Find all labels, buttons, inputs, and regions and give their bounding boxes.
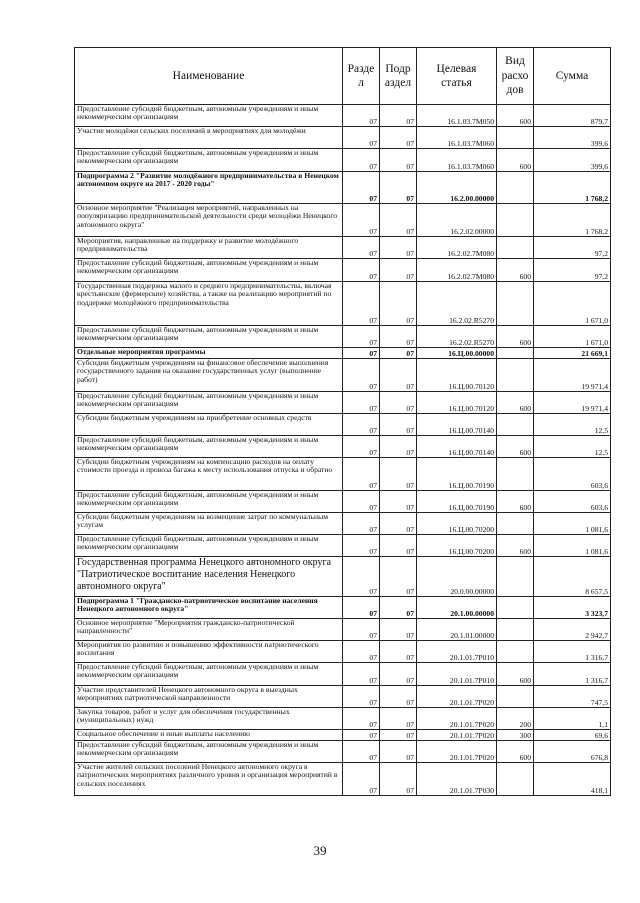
cell-name: Социальное обеспечение и иные выплаты населению — [75, 730, 343, 741]
table-row — [75, 730, 611, 741]
cell-target: 16.Ц.00.00000 — [417, 348, 497, 359]
cell-vid — [497, 686, 534, 708]
cell-vid: 600 — [497, 392, 534, 414]
table-row — [75, 597, 611, 619]
cell-vid: 600 — [497, 436, 534, 458]
cell-sum: 69,6 — [534, 730, 611, 741]
cell-name: Предоставление субсидий бюджетным, автономным учреждениям и иным некоммерческим организациям — [75, 535, 343, 557]
cell-sum: 399,6 — [534, 149, 611, 172]
cell-razdel: 07 — [343, 708, 380, 730]
cell-name: Предоставление субсидий бюджетным, автономным учреждениям и иным некоммерческим организациям — [75, 259, 343, 282]
cell-target: 16.Ц.00.70200 — [417, 513, 497, 535]
cell-name: Субсидии бюджетным учреждениям на компенсацию расходов на оплату стоимости проезда и провоза багажа к месту использования отпуска и обратно — [75, 458, 343, 491]
cell-target: 16.2.02.7М080 — [417, 237, 497, 259]
header-podrazdel: Подр аздел — [380, 48, 417, 105]
cell-sum: 12,5 — [534, 414, 611, 436]
cell-razdel: 07 — [343, 641, 380, 663]
cell-vid: 200 — [497, 708, 534, 730]
table-row — [75, 149, 611, 172]
cell-target: 20.1.01.7Р020 — [417, 686, 497, 708]
cell-name: Отдельные мероприятия программы — [75, 348, 343, 359]
cell-podrazdel: 07 — [380, 348, 417, 359]
cell-vid — [497, 597, 534, 619]
cell-name: Предоставление субсидий бюджетным, автономным учреждениям и иным некоммерческим организациям — [75, 105, 343, 127]
table-row — [75, 237, 611, 259]
cell-razdel: 07 — [343, 535, 380, 557]
cell-vid — [497, 237, 534, 259]
cell-name: Предоставление субсидий бюджетным, автономным учреждениям и иным некоммерческим организациям — [75, 663, 343, 686]
cell-podrazdel: 07 — [380, 414, 417, 436]
cell-target: 16.2.02.7М080 — [417, 259, 497, 282]
cell-podrazdel: 07 — [380, 730, 417, 741]
cell-target: 16.2.02.R5270 — [417, 282, 497, 326]
cell-razdel: 07 — [343, 763, 380, 796]
cell-podrazdel: 07 — [380, 436, 417, 458]
cell-target: 20.1.01.7Р020 — [417, 708, 497, 730]
cell-sum: 676,8 — [534, 741, 611, 763]
cell-vid — [497, 414, 534, 436]
cell-name: Основное мероприятие "Мероприятия гражданско-патриотической направленности" — [75, 619, 343, 641]
cell-razdel: 07 — [343, 686, 380, 708]
table-row — [75, 535, 611, 557]
table-row — [75, 491, 611, 513]
cell-razdel: 07 — [343, 259, 380, 282]
cell-vid — [497, 619, 534, 641]
cell-vid: 600 — [497, 149, 534, 172]
table-row — [75, 326, 611, 348]
cell-name: Предоставление субсидий бюджетным, автономным учреждениям и иным некоммерческим организациям — [75, 149, 343, 172]
cell-name: Субсидии бюджетным учреждениям на приобретение основных средств — [75, 414, 343, 436]
cell-sum: 1 081,6 — [534, 513, 611, 535]
cell-vid — [497, 557, 534, 597]
cell-sum: 1,1 — [534, 708, 611, 730]
cell-vid: 600 — [497, 105, 534, 127]
cell-target: 20.1.01.00000 — [417, 619, 497, 641]
cell-razdel: 07 — [343, 436, 380, 458]
cell-target: 20.1.01.7Р020 — [417, 730, 497, 741]
cell-razdel: 07 — [343, 105, 380, 127]
cell-podrazdel: 07 — [380, 741, 417, 763]
cell-podrazdel: 07 — [380, 557, 417, 597]
cell-podrazdel: 07 — [380, 359, 417, 392]
cell-target: 16.2.00.00000 — [417, 172, 497, 204]
cell-podrazdel: 07 — [380, 237, 417, 259]
cell-podrazdel: 07 — [380, 641, 417, 663]
cell-target: 20.1.01.7Р010 — [417, 641, 497, 663]
cell-sum: 21 669,1 — [534, 348, 611, 359]
cell-sum: 3 323,7 — [534, 597, 611, 619]
cell-name: Предоставление субсидий бюджетным, автономным учреждениям и иным некоммерческим организациям — [75, 392, 343, 414]
cell-name: Предоставление субсидий бюджетным, автономным учреждениям и иным некоммерческим организациям — [75, 491, 343, 513]
cell-vid: 600 — [497, 741, 534, 763]
cell-vid — [497, 458, 534, 491]
table-row — [75, 641, 611, 663]
cell-target: 16.Ц.00.70120 — [417, 392, 497, 414]
table-row — [75, 513, 611, 535]
cell-name: Предоставление субсидий бюджетным, автономным учреждениям и иным некоммерческим организациям — [75, 436, 343, 458]
table-row — [75, 619, 611, 641]
cell-podrazdel: 07 — [380, 619, 417, 641]
table-row — [75, 105, 611, 127]
cell-sum: 418,1 — [534, 763, 611, 796]
cell-vid: 600 — [497, 491, 534, 513]
cell-razdel: 07 — [343, 392, 380, 414]
cell-target: 16.Ц.00.70200 — [417, 535, 497, 557]
cell-name: Предоставление субсидий бюджетным, автономным учреждениям и иным некоммерческим организациям — [75, 741, 343, 763]
cell-podrazdel: 07 — [380, 326, 417, 348]
cell-sum: 97,2 — [534, 237, 611, 259]
cell-name: Мероприятия, направленные на поддержку и развитие молодёжного предпринимательства — [75, 237, 343, 259]
table-row — [75, 348, 611, 359]
cell-podrazdel: 07 — [380, 392, 417, 414]
cell-podrazdel: 07 — [380, 535, 417, 557]
header-razdel: Разде л — [343, 48, 380, 105]
cell-vid — [497, 641, 534, 663]
table-row — [75, 392, 611, 414]
table-row — [75, 458, 611, 491]
cell-razdel: 07 — [343, 414, 380, 436]
cell-vid — [497, 127, 534, 149]
table-row — [75, 708, 611, 730]
table-row — [75, 204, 611, 237]
cell-razdel: 07 — [343, 663, 380, 686]
cell-vid: 300 — [497, 730, 534, 741]
table-row — [75, 686, 611, 708]
cell-razdel: 07 — [343, 458, 380, 491]
cell-sum: 1 768,2 — [534, 204, 611, 237]
cell-razdel: 07 — [343, 730, 380, 741]
cell-sum: 19 971,4 — [534, 359, 611, 392]
cell-podrazdel: 07 — [380, 172, 417, 204]
cell-name: Подпрограмма 2 "Развитие молодёжного предпринимательства в Ненецком автономном округе на 2017 - 2020 годы" — [75, 172, 343, 204]
budget-table — [74, 47, 611, 796]
cell-name: Участие молодёжи сельских поселений в мероприятиях для молодёжи — [75, 127, 343, 149]
cell-razdel: 07 — [343, 348, 380, 359]
cell-sum: 1 316,7 — [534, 663, 611, 686]
cell-name: Предоставление субсидий бюджетным, автономным учреждениям и иным некоммерческим организациям — [75, 326, 343, 348]
cell-podrazdel: 07 — [380, 282, 417, 326]
cell-sum: 1 768,2 — [534, 172, 611, 204]
cell-podrazdel: 07 — [380, 259, 417, 282]
cell-razdel: 07 — [343, 237, 380, 259]
cell-vid — [497, 348, 534, 359]
cell-podrazdel: 07 — [380, 663, 417, 686]
cell-podrazdel: 07 — [380, 513, 417, 535]
cell-name: Подпрограмма 1 "Гражданско-патриотическое воспитание населения Ненецкого автономного округа" — [75, 597, 343, 619]
header-vid: Вид расхо дов — [497, 48, 534, 105]
cell-name: Закупка товаров, работ и услуг для обеспечения государственных (муниципальных) нужд — [75, 708, 343, 730]
cell-razdel: 07 — [343, 172, 380, 204]
cell-name: Субсидии бюджетным учреждениям на финансовое обеспечение выполнения государственного задания на оказание государственных услуг (выполнение работ) — [75, 359, 343, 392]
cell-razdel: 07 — [343, 149, 380, 172]
cell-sum: 8 657,5 — [534, 557, 611, 597]
header-sum: Сумма — [534, 48, 611, 105]
cell-target: 16.Ц.00.70120 — [417, 359, 497, 392]
cell-name: Государственная поддержка малого и среднего предпринимательства, включая крестьянские (фермерские) хозяйства, а также на реализацию мероприятий по поддержке молодёжного предпринимательства — [75, 282, 343, 326]
cell-target: 20.1.01.7Р010 — [417, 663, 497, 686]
table-row — [75, 359, 611, 392]
cell-vid — [497, 172, 534, 204]
cell-sum: 97,2 — [534, 259, 611, 282]
cell-vid: 600 — [497, 259, 534, 282]
cell-razdel: 07 — [343, 127, 380, 149]
cell-name: Государственная программа Ненецкого автономного округа "Патриотическое воспитание населения Ненецкого автономного округа" — [75, 557, 343, 597]
cell-vid: 600 — [497, 663, 534, 686]
cell-podrazdel: 07 — [380, 105, 417, 127]
cell-name: Субсидии бюджетным учреждениям на возмещение затрат по коммунальным услугам — [75, 513, 343, 535]
cell-sum: 1 671,0 — [534, 326, 611, 348]
table-row — [75, 741, 611, 763]
cell-razdel: 07 — [343, 597, 380, 619]
cell-podrazdel: 07 — [380, 763, 417, 796]
cell-vid: 600 — [497, 535, 534, 557]
cell-razdel: 07 — [343, 741, 380, 763]
cell-podrazdel: 07 — [380, 597, 417, 619]
cell-podrazdel: 07 — [380, 708, 417, 730]
cell-podrazdel: 07 — [380, 204, 417, 237]
cell-podrazdel: 07 — [380, 149, 417, 172]
cell-sum: 1 316,7 — [534, 641, 611, 663]
table-body — [75, 105, 611, 796]
cell-podrazdel: 07 — [380, 458, 417, 491]
cell-podrazdel: 07 — [380, 686, 417, 708]
cell-sum: 2 942,7 — [534, 619, 611, 641]
cell-name: Основное мероприятие "Реализация мероприятий, направленных на популяризацию предпринимательской деятельности среди молодёжи Ненецкого автономного округа" — [75, 204, 343, 237]
cell-target: 20.1.01.7Р020 — [417, 741, 497, 763]
cell-sum: 1 081,6 — [534, 535, 611, 557]
cell-razdel: 07 — [343, 282, 380, 326]
cell-vid — [497, 513, 534, 535]
page-number: 39 — [313, 843, 327, 858]
cell-name: Участие жителей сельских поселений Ненецкого автономного округа в патриотических мероприятиях различного уровня и организация мероприятий в сельских поселениях — [75, 763, 343, 796]
cell-sum: 747,5 — [534, 686, 611, 708]
cell-sum: 603,6 — [534, 458, 611, 491]
table-header-row — [75, 48, 611, 105]
cell-target: 16.2.02.00000 — [417, 204, 497, 237]
cell-sum: 12,5 — [534, 436, 611, 458]
cell-razdel: 07 — [343, 619, 380, 641]
cell-target: 20.1.00.00000 — [417, 597, 497, 619]
table-row — [75, 282, 611, 326]
table-row — [75, 172, 611, 204]
cell-razdel: 07 — [343, 557, 380, 597]
cell-target: 16.Ц.00.70140 — [417, 436, 497, 458]
cell-target: 16.1.03.7М060 — [417, 149, 497, 172]
cell-target: 16.2.02.R5270 — [417, 326, 497, 348]
cell-razdel: 07 — [343, 326, 380, 348]
cell-name: Участие представителей Ненецкого автономного округа в выездных мероприятиях патриотической направленности — [75, 686, 343, 708]
table-row — [75, 414, 611, 436]
cell-razdel: 07 — [343, 491, 380, 513]
header-name: Наименование — [75, 48, 343, 105]
budget-document — [74, 47, 610, 796]
header-target: Целевая статья — [417, 48, 497, 105]
table-row — [75, 557, 611, 597]
cell-vid — [497, 763, 534, 796]
cell-razdel: 07 — [343, 513, 380, 535]
cell-podrazdel: 07 — [380, 491, 417, 513]
cell-target: 16.Ц.00.70140 — [417, 414, 497, 436]
table-row — [75, 259, 611, 282]
cell-vid — [497, 359, 534, 392]
cell-target: 20.0.00.00000 — [417, 557, 497, 597]
cell-target: 16.1.03.7М060 — [417, 127, 497, 149]
cell-sum: 603,6 — [534, 491, 611, 513]
cell-target: 20.1.01.7Р030 — [417, 763, 497, 796]
cell-sum: 879,7 — [534, 105, 611, 127]
cell-razdel: 07 — [343, 359, 380, 392]
cell-podrazdel: 07 — [380, 127, 417, 149]
table-row — [75, 436, 611, 458]
cell-name: Мероприятия по развитию и повышению эффективности патриотического воспитания — [75, 641, 343, 663]
cell-vid — [497, 204, 534, 237]
cell-sum: 1 671,0 — [534, 282, 611, 326]
cell-sum: 19 971,4 — [534, 392, 611, 414]
cell-vid — [497, 282, 534, 326]
cell-target: 16.Ц.00.70190 — [417, 458, 497, 491]
cell-vid: 600 — [497, 326, 534, 348]
table-row — [75, 127, 611, 149]
table-row — [75, 763, 611, 796]
cell-target: 16.1.03.7М050 — [417, 105, 497, 127]
cell-sum: 399,6 — [534, 127, 611, 149]
cell-razdel: 07 — [343, 204, 380, 237]
table-row — [75, 663, 611, 686]
cell-target: 16.Ц.00.70190 — [417, 491, 497, 513]
